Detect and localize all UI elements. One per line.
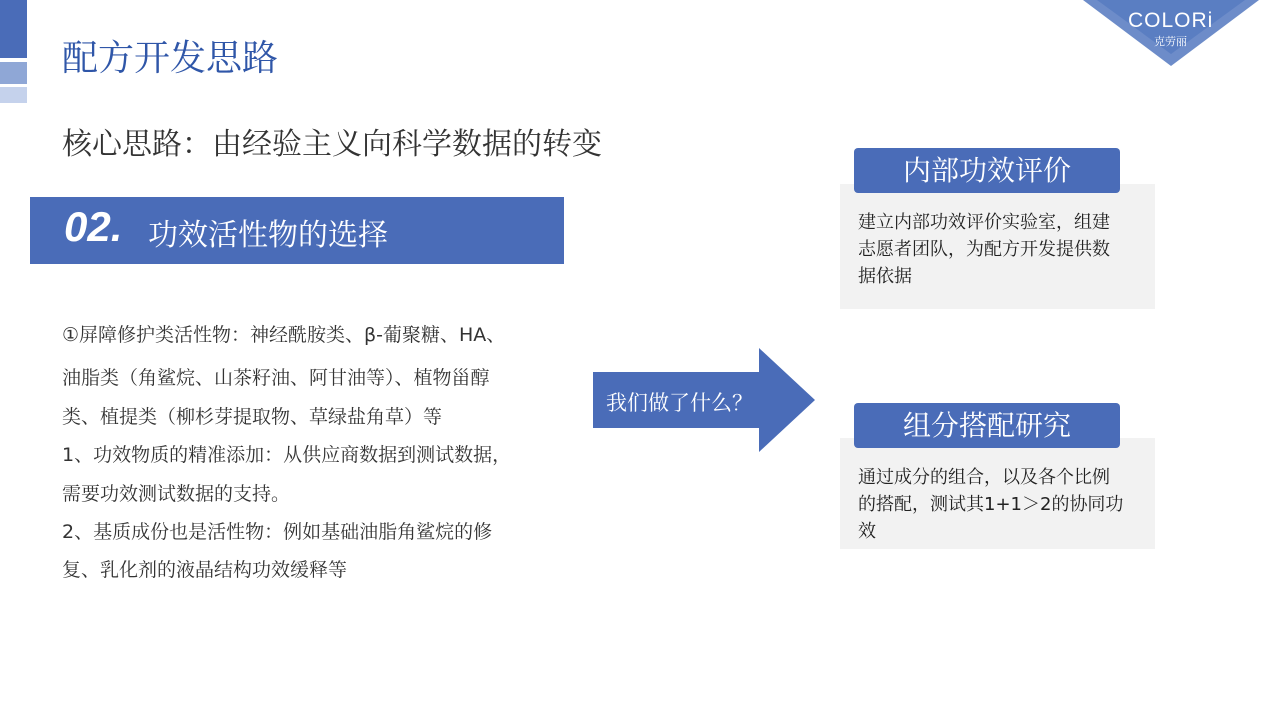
page-subtitle: 核心思路：由经验主义向科学数据的转变 [62, 127, 602, 162]
corner-decoration-block [0, 87, 27, 103]
body-text-line: ①屏障修护类活性物：神经酰胺类、β-葡聚糖、HA、 [62, 324, 506, 346]
card-text-container [858, 464, 1123, 545]
body-text-line: 油脂类（角鲨烷、山茶籽油、阿甘油等）、植物甾醇 [62, 367, 490, 389]
logo-brand-text: COLORi [1128, 9, 1214, 32]
logo-sub-text: 克劳丽 [1154, 35, 1187, 48]
body-text-line: 1、功效物质的精准添加：从供应商数据到测试数据， [62, 444, 512, 466]
corner-decoration-block [0, 62, 27, 84]
card-text-line: 的搭配，测试其1+1＞2的协同功 [858, 494, 1124, 515]
body-text-line: 需要功效测试数据的支持。 [62, 483, 291, 505]
section-number: 02. [64, 203, 123, 250]
page-title: 配方开发思路 [62, 38, 279, 79]
card-text-container [858, 209, 1110, 290]
card-text-line: 效 [858, 521, 876, 542]
card-text-line: 建立内部功效评价实验室，组建 [858, 212, 1110, 233]
arrow-label: 我们做了什么？ [606, 391, 753, 415]
card-title-component-study: 组分搭配研究 [854, 403, 1120, 448]
card-text-line: 通过成分的组合，以及各个比例 [858, 467, 1110, 488]
card-title-efficacy-eval: 内部功效评价 [854, 148, 1120, 193]
body-text-line: 类、植提类（柳杉芽提取物、草绿盐角草）等 [62, 406, 443, 428]
card-text-line: 志愿者团队，为配方开发提供数 [858, 239, 1110, 260]
corner-decoration-block [0, 0, 27, 58]
card-text-line: 据依据 [858, 266, 912, 287]
section-title: 功效活性物的选择 [148, 218, 388, 253]
body-text-line: 复、乳化剂的液晶结构功效缓释等 [62, 559, 348, 581]
body-text-line: 2、基质成份也是活性物：例如基础油脂角鲨烷的修 [62, 521, 493, 543]
